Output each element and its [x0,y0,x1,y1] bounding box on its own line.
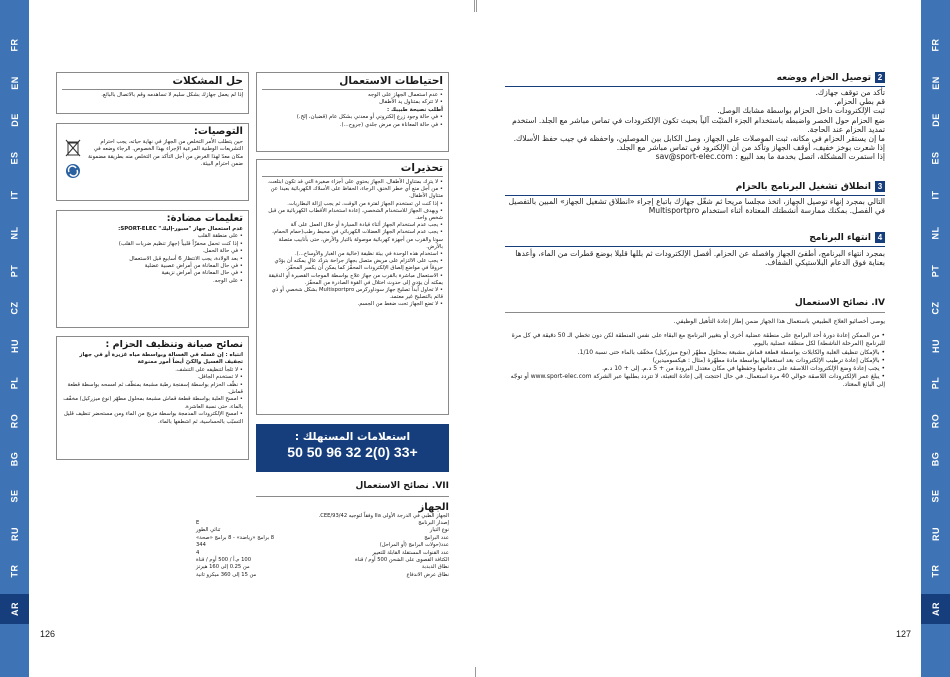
language-tab-es[interactable] [921,143,950,173]
consumer-hotline [256,424,449,472]
language-tab-label: CZ [930,301,941,315]
language-tab-label: PL [9,377,20,390]
list-item: قم بطي الحزام. [834,97,885,107]
language-tab-en[interactable] [921,68,950,98]
language-tab-it[interactable] [921,180,950,210]
list-item: • إذا كنت تحمل محفزّاً قلبياً (جهاز تنظيم ضربات القلب) [62,241,243,248]
section-4-body: بمجرد انتهاء البرنامج، أطفئ الجهاز وافصله عن الحزام. أفصل الإلكترودات ثم بللها قليلا بوضع قطرات من الماء، وأعدها بعناية فوق الدعام البلاستيكي الشفاف. [515,249,885,268]
language-tab-label: AR [9,602,20,616]
list-item: • من أجل منع أي خطر الخنق، الرجاء، الحفاظ على الأسلاك الكهربائية بعيدا عن متناول الأطفال. [262,186,443,200]
list-item: • لا تضع الجهاز تحت ضغط من الجسم. [262,301,443,308]
language-tab-bg[interactable] [0,444,29,474]
spec-label: نطاق الذبذبة [421,564,449,571]
language-tab-fr[interactable] [921,30,950,60]
language-tab-de[interactable] [921,105,950,135]
device-title: الجهاز [418,502,449,513]
spec-label: عدد البرامج [424,534,449,541]
language-tab-label: CZ [9,301,20,315]
list-item: ثبت الإلكترودات داخل الحزام بواسطة مشابك الوصل. [717,106,885,116]
spec-label: عدد(حولات البرامج (أو المراحل) [379,542,449,549]
list-item: • يجب إعادة وضع الإلكترودات اللاصقة على دعامتها وحفظها في مكان معتدل البرودة من + 5 د.م. إلى + 10 د.م. [505,365,885,373]
section-4-heading: انتهاء البرنامج [809,233,871,243]
language-tab-ar[interactable] [0,594,29,624]
list-item: • إذا كنت لن تستخدم الجهاز لفترة من الوقت، ثم يجب إزالة البطاريات. [262,201,443,208]
language-tab-pl[interactable] [0,368,29,398]
language-tab-label: IT [9,190,20,200]
divider [505,312,885,313]
language-tab-tr[interactable] [0,556,29,586]
language-tabs-left [0,0,29,677]
language-tab-label: SE [9,489,20,503]
list-item: • لا تحاول أبداً تصليح جهاز سوداوركرس Multisportpro بشكل شخصي أو ذي قائم بالتصليح غير معتمد. [262,287,443,301]
section-vii-title: VII. نصائح الاستعمال [355,481,449,491]
warnings-title: تحذيرات [262,162,443,177]
list-item: • لا تستخدم الجافل. [62,374,243,381]
language-tab-ru[interactable] [0,519,29,549]
spec-label: إصدار البرنامج [418,520,449,526]
spec-value: ثنائي الطور [196,527,221,534]
list-item: • عدم استعمال الجهاز على الوجه [262,92,443,99]
spec-value: 4 [196,549,200,556]
list-item: تأكد من توقف جهازك. [815,88,885,97]
hotline-title: استعلامات المستهلك : [294,431,411,443]
spec-label: عدد القنوات المستقلة القابلة للتعيير [372,549,449,556]
section-number-badge: 3 [875,181,885,192]
maintenance-title: نصائح صيانة وتنظيف الحزام : [105,339,243,350]
list-item: • في حالة وجود زرع إلكتروني أو معدني بشكل عام (قضبان، إلخ.) [262,114,443,121]
list-item: إذا استمرت المشكلة، اتصل بخدمة ما بعد البيع : sav@sport-elec.com [655,152,885,162]
spec-row [196,520,449,527]
language-tab-fr[interactable] [0,30,29,60]
list-item: • الاستعمال مباشرة بالقرب من جهاز علاج بواسطة الموجات القصيرة أو الدقيقة يمكنه أن يؤدي إلى حدوث اختلال في القوة الصادرة من المحفّز. [262,273,443,287]
spec-row [196,572,449,579]
language-tab-label: PT [9,264,20,277]
hotline-phone: 50 50 96 32 2(0) 33+ [287,444,418,460]
language-tab-label: EN [930,75,941,90]
section-4-title [505,232,885,243]
language-tab-ro[interactable] [0,406,29,436]
list-item: • لا تلجأ لتنظيفه على التنشف. [62,367,243,374]
list-item: • لا تتركه بمتناول يد الأطفال [262,99,443,106]
spec-row [196,550,449,557]
language-tab-label: FR [9,38,20,52]
language-tab-label: RU [930,526,941,541]
spec-label: الكثافة القصوى على الشحن 500 أوم / قناة [355,557,449,564]
precautions-box [256,72,449,152]
contraindications-title: تعليمات مضادة: [166,213,243,224]
spec-label: نطاق عرض الاندفاع [406,571,449,578]
language-tab-label: FR [930,38,941,52]
language-tab-bg[interactable] [921,444,950,474]
language-tab-label: ES [930,151,941,165]
language-tab-se[interactable] [0,481,29,511]
section-iv-body [505,318,885,390]
list-item: • استخدام هذه الوحدة في بيئة نظيفة (خالية من الغبار والأوساخ...). [262,251,443,258]
language-tab-label: AR [930,602,941,616]
page-number-left: 126 [40,629,56,639]
list-item: • على منطقة القلب [62,233,243,240]
section-3-body: التالي بمجرد إنهاء توصيل الجهاز، اتخذ مجلسا مريحا ثم شغّل جهازك باتباع إجراء «انطلاق تشغيل الجهاز» المبين بالتفصيل في الفصل. بمكنك ممارسة أنشطتك المعتادة أثناء استخدام Multisportpro [508,197,885,216]
language-tab-nl[interactable] [921,218,950,248]
language-tab-label: HU [9,338,20,353]
language-tab-it[interactable] [0,180,29,210]
list-item: • بالإمكان تنظيف العلبة والكابلات بواسطة قطعة قماش مشبعة بمحلول مطهّر (نوع ميزركيل) مخفّف بالماء حتى نسبة 1/10. [505,349,885,357]
language-tab-label: RO [930,413,941,429]
spec-value: 8 برامج «رياضة» - 8 برامج «صحة» [196,534,275,541]
language-tab-en[interactable] [0,68,29,98]
page-center-mark-top [476,0,477,12]
spec-value: E [196,520,200,526]
warnings-box [256,159,449,415]
language-tab-label: NL [930,226,941,240]
spec-value: 100 م.أ / 500 أوم / قناة [196,557,252,564]
section-iv-title: IV. نصائح الاستعمال [794,298,885,308]
warnings-list [262,179,443,309]
language-tab-label: PL [930,377,941,390]
language-tab-label: DE [9,113,20,127]
language-tab-se[interactable] [921,481,950,511]
spec-label: نوع التيار [429,527,449,534]
language-tab-label: DE [930,113,941,127]
list-item: • امسح العلبة بواسطة قطعة قماش مشبعة بمحلول مطهّر (نوع ميزركيل) مخفّف بالماء، حتى نسبة العاشرة. [62,396,243,411]
language-tab-hu[interactable] [921,331,950,361]
list-item: • بعد الولادة، يجب الانتظار 6 أسابيع قبل الاستعمال [62,256,243,263]
precautions-advice-title: أطلب نصيحة طبيبك : [386,106,443,113]
list-item: ما إن يستقر الحزام في مكانه، ثبت الموصلات على الجهاز، وصل الكابل بين الموصلين، واحفظه في جيب حفظ الأسلاك. [513,134,885,144]
contraindications-list [62,233,243,285]
maintenance-box [56,336,249,460]
language-tab-ar[interactable] [921,594,950,624]
section-2-heading: توصيل الحزام ووضعه [776,73,871,83]
section-3-heading: انطلاق تشغيل البرنامج بالحزام [735,182,871,192]
language-tab-label: RU [9,526,20,541]
divider [505,86,885,87]
section-number-badge: 2 [875,72,885,83]
language-tab-label: TR [9,564,20,578]
language-tab-label: SE [930,489,941,503]
spec-row [196,564,449,571]
section-number-badge: 4 [875,232,885,243]
troubleshooting-text: إذا لم يعمل جهازك بشكل سليم لا تساهدمه وقم بالاتصال بالبائع. [101,92,243,98]
section-3-title [505,181,885,192]
troubleshooting-box [56,72,249,114]
recycle-icon [65,163,81,179]
precautions-list [262,92,443,107]
list-item: • لا يترك بمتناول الأطفال. الجهاز يحتوي على أجزاء صغيرة التي قد تكون ابتلعت. [262,179,443,186]
language-tab-label: HU [930,338,941,353]
crossed-bin-icon [65,139,81,157]
contraindications-intro: عدم استعمال جهاز "سبور-إليك" SPORT-ELEC: [118,226,243,232]
language-tab-label: BG [930,451,941,466]
list-item: ضع الحزام حول الخصر واضبطه باستخدام الجزء المثبّت آلياً بحيث تكون الإلكترودات في تماس مباشر مع الجلد. استخدم تمديد الحزام عند الحاجة. [512,115,885,134]
page-number-right: 127 [896,629,912,639]
divider [256,496,449,497]
maintenance-warning: انتباه : إن غسله في الغسالة وبواسطة مياه غزيرة أو في جهاز تجفيف الغسيل والكيّ أيضاً أمور ممنوعة [79,352,243,366]
language-tab-label: IT [930,190,941,200]
device-specs [196,502,449,579]
spec-row [196,557,449,564]
section-2-title [505,72,885,83]
language-tab-ru[interactable] [921,519,950,549]
list-item: • على الوجه. [62,278,243,285]
language-tabs-right [921,0,950,677]
list-item: • في حال المعاناة من أمراض عصبية عضلية [62,263,243,270]
list-item: • في حالة المعاناة من مرض جلدي (جروح...). [262,122,443,129]
list-item: • في حال المعاناة من أمراض نزيفية [62,270,243,277]
language-tab-label: TR [930,564,941,578]
language-tab-label: NL [9,226,20,240]
language-tab-label: RO [9,413,20,429]
device-text: الجهاز الطبي في الدرجة الأولى IIa وفقاً لتوجيه 93/42/CEE. [318,513,449,519]
language-tab-de[interactable] [0,105,29,135]
page-center-mark-top [474,0,475,12]
maintenance-list [62,367,243,426]
language-tab-pt[interactable] [0,256,29,286]
spec-row [196,542,449,549]
list-item: إذا شعرت بوخز خفيف، أوقف الجهاز وتأكد من أن الإلكترود في تماس مباشر مع الجلد. [616,143,885,153]
list-item: • يبلغ عمر الإلكترودات اللاصقة حوالي 40 مرة استعمال. في حال احتجت إلى إعادة التعبئة، لا تتردد بطلبها عبر الشركة www.sport-elec.com أو توجّه إلى البائع المعتاد. [505,373,885,389]
contraindications-box [56,210,249,328]
language-tab-label: EN [9,75,20,90]
list-item: • امسح الإلكترودات المدمجة بواسطة مزيج من الماء ومن مستحضر تنظيف قليل التسبّب بالحساسية، ثم اشطفها بالماء. [62,411,243,426]
list-item: • نظّف الحزام بواسطة إسفنجة رطبة مشبعة بمنظّف ثم امسحه بواسطة قطعة قماش. [62,382,243,397]
spec-value: 344 [196,542,206,549]
language-tab-label: PT [930,264,941,277]
language-tab-ro[interactable] [921,406,950,436]
language-tab-hu[interactable] [0,331,29,361]
page-center-mark-bottom [475,667,476,677]
recommendations-text: حين يتطلب الأمر التخلص من الجهاز في نهاية حياته، يجب احترام التشريعات الوطنية المرعية الإجراء بهذا الخصوص. الرجاء وضعه في مكان معدّ لهذا الغرض من أجل التأكد من التخلص منه بطريقة مضمونة ضمن احترام البيئة. [88,139,243,168]
divider [505,195,885,196]
list-item: • ويهدف الجهاز للاستخدام الشخصي. إعادة استخدام الأقطاب الكهربائية من قبل شخص واحد. [262,208,443,222]
section-iv-intro: يوصى أخصائيو العلاج الطبيعي باستعمال هذا الجهاز ضمن إطار إعادة التأهيل الوظيفي. [673,318,885,325]
language-tab-pt[interactable] [921,256,950,286]
language-tab-label: BG [9,451,20,466]
list-item: • يجب على الالتزام على مريض متصل بجهاز جراحة بتردّد عالٍ يمكنه أن يؤدّي حروقاً في مواضع إلصاق الإلكترودات المحفّز كما يمكن أن يكسر المحفّز. [262,258,443,272]
recommendations-box [56,123,249,201]
language-tab-cz[interactable] [921,293,950,323]
spec-value: من 0.25 إلى 160 هيرتز [196,564,250,571]
spec-value: من 15 إلى 360 ميكرو ثانية [196,571,257,578]
language-tab-es[interactable] [0,143,29,173]
spec-row [196,527,449,534]
precautions-advice-list [262,114,443,129]
language-tab-tr[interactable] [921,556,950,586]
language-tab-label: ES [9,151,20,165]
divider [505,246,885,247]
language-tab-cz[interactable] [0,293,29,323]
list-item: • من الممكن إعادة دورة أحد البرامج على منطقة عضلية أخرى أو بتغيير البرنامج مع البقاء على نفس المنطقة لكن دون تخطي الـ 50 دقيقة في كل مرة للبرنامج (المرحلة الناشطة) لكل منطقة عضلية باليوم. [505,332,885,348]
list-item: • بالإمكان إعادة ترطيب الإلكترودات بعد استعمالها بواسطة مادة مطهّرة (مثال : هيكسوميدين) [505,357,885,365]
recommendations-title: التوصيات: [193,126,243,137]
list-item: • في حالة الحمل. [62,248,243,255]
section-2-body [505,88,885,162]
precautions-title: احتياطات الاستعمال [262,75,443,90]
list-item: • يجب عدم استخدام الجهاز العضلات الكهربائي في محيط رطب(حمام الحمام، سونا والقرب من أجهزة كهربائية موصولة بالتيار والأرض، حتى بأنابيب متصلة بالأرض. [262,229,443,251]
language-tab-nl[interactable] [0,218,29,248]
section-iv-list [505,332,885,389]
list-item: • يجب عدم استخدام الجهاز أثناء قيادة السيارة أو خلال العمل على آلة [262,222,443,229]
troubleshooting-title: حل المشكلات [62,75,243,90]
language-tab-pl[interactable] [921,368,950,398]
